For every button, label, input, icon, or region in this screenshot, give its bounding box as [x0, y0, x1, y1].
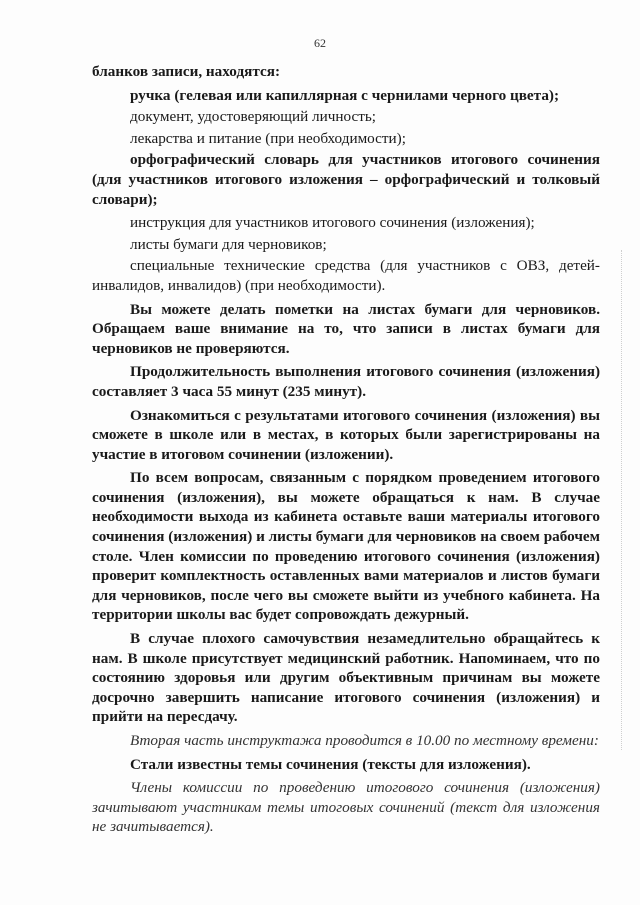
document-body	[92, 62, 600, 841]
list-item-id-document: документ, удостоверяющий личность;	[130, 108, 377, 126]
paragraph-draft-notes: Вы можете делать пометки на листах бумаги для черновиков. Обращаем ваше внимание на то, что записи в листах бумаги для черновиков не проверяются.	[92, 300, 600, 357]
paragraph-commission-reads: Члены комиссии по проведению итогового сочинения (изложения) зачитывают участникам темы итоговых сочинений (текст для изложения не зачитывается).	[92, 779, 600, 836]
paragraph-duration: Продолжительность выполнения итогового сочинения (изложения) составляет 3 часа 55 минут (235 минут).	[92, 363, 600, 400]
page-number: 62	[314, 36, 326, 50]
list-item-medicine: лекарства и питание (при необходимости);	[130, 129, 406, 147]
scan-margin-mark	[620, 250, 622, 750]
paragraph-health: В случае плохого самочувствия незамедлительно обращайтесь к нам. В школе присутствует медицинский работник. Напоминаем, что по состоянию здоровья или другим объективным причинам вы можете досрочно завершить написание итогового сочинения (изложения) и прийти на пересдачу.	[92, 630, 600, 726]
paragraph-questions: По всем вопросам, связанным с порядком проведением итогового сочинения (изложения), вы можете обращаться к нам. В случае необходимости выхода из кабинета оставьте ваши материалы итогового сочинения (изложения) и листы бумаги для черновиков на своем рабочем столе. Член комиссии по проведению итогового сочинения (изложения) проверит комплектность оставленных вами материалов и листов бумаги для черновиков, после чего вы сможете выйти из учебного кабинета. На территории школы вас будет сопровождать дежурный.	[92, 469, 600, 624]
paragraph-materials-intro: бланков записи, находятся:	[92, 63, 281, 80]
paragraph-results: Ознакомиться с результатами итогового сочинения (изложения) вы сможете в школе или в местах, в которых были зарегистрированы на участие в итоговом сочинении (изложении).	[92, 406, 600, 463]
list-item-dictionary: орфографический словарь для участников итогового сочинения (для участников итогового изложения – орфографический и толковый словари);	[92, 151, 600, 208]
list-item-special-equipment: специальные технические средства (для участников с ОВЗ, детей-инвалидов, инвалидов) (при необходимости).	[92, 257, 600, 294]
paragraph-second-part: Вторая часть инструктажа проводится в 10.00 по местному времени:	[130, 732, 599, 749]
list-item-instruction: инструкция для участников итогового сочинения (изложения);	[130, 214, 535, 232]
list-item-draft-sheets: листы бумаги для черновиков;	[130, 235, 327, 253]
list-item-pen: ручка (гелевая или капиллярная с чернилами черного цвета);	[130, 86, 560, 104]
paragraph-topics-known: Стали известны темы сочинения (тексты для изложения).	[130, 755, 531, 773]
